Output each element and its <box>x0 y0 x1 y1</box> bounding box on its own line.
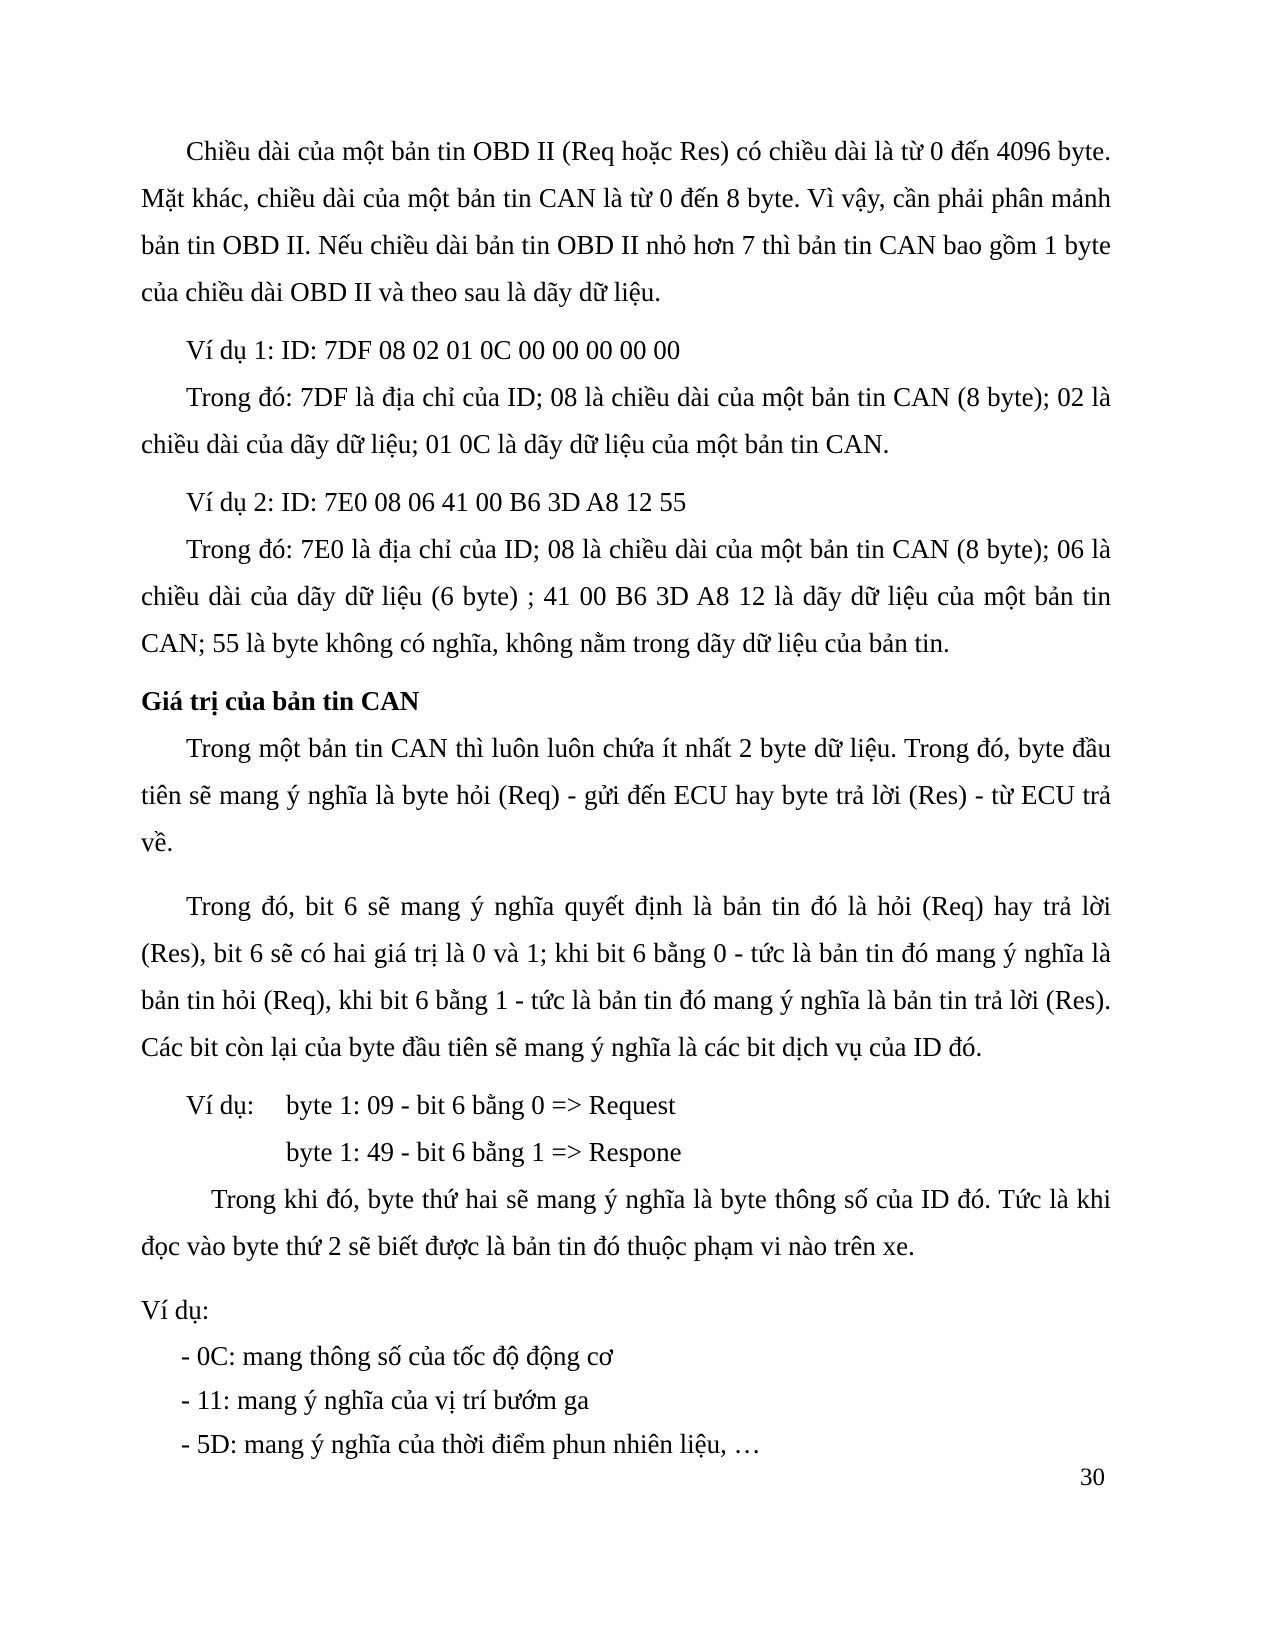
byte-example-request: byte 1: 09 - bit 6 bằng 0 => Request <box>286 1090 676 1120</box>
paragraph-can-value: Trong một bản tin CAN thì luôn luôn chứa ít nhất 2 byte dữ liệu. Trong đó, byte đầu tiên sẽ mang ý nghĩa là byte hỏi (Req) - gửi đến ECU hay byte trả lời (Res) - từ ECU trả về. <box>141 733 1111 857</box>
paragraph-bit6: Trong đó, bit 6 sẽ mang ý nghĩa quyết định là bản tin đó là hỏi (Req) hay trả lời (Res), bit 6 sẽ có hai giá trị là 0 và 1; khi bit 6 bằng 0 - tức là bản tin đó mang ý nghĩa là bản tin hỏi (Req), khi bit 6 bằng 1 - tức là bản tin đó mang ý nghĩa là bản tin trả lời (Res). Các bit còn lại của byte đầu tiên sẽ mang ý nghĩa là các bit dịch vụ của ID đó. <box>141 891 1111 1062</box>
list-item-11: - 11: mang ý nghĩa của vị trí bướm ga <box>181 1385 590 1415</box>
byte-example-line-1 <box>141 1082 1111 1129</box>
example-2-line: Ví dụ 2: ID: 7E0 08 06 41 00 B6 3D A8 12 55 <box>186 487 687 517</box>
byte-example-response: byte 1: 49 - bit 6 bằng 1 => Respone <box>286 1137 682 1167</box>
example-label: Ví dụ: <box>186 1090 255 1120</box>
example-label-2: Ví dụ: <box>141 1295 210 1325</box>
example-2-explanation: Trong đó: 7E0 là địa chỉ của ID; 08 là chiều dài của một bản tin CAN (8 byte); 06 là chiều dài của dãy dữ liệu (6 byte) ; 41 00 B6 3D A8 12 là dãy dữ liệu của một bản tin CAN; 55 là byte không có nghĩa, không nằm trong dãy dữ liệu của bản tin. <box>141 534 1111 658</box>
page-number: 30 <box>1080 1464 1105 1491</box>
example-1-line: Ví dụ 1: ID: 7DF 08 02 01 0C 00 00 00 00 00 <box>186 335 681 365</box>
list-item-0c: - 0C: mang thông số của tốc độ động cơ <box>181 1341 613 1371</box>
paragraph-obd-length: Chiều dài của một bản tin OBD II (Req hoặc Res) có chiều dài là từ 0 đến 4096 byte. Mặt khác, chiều dài của một bản tin CAN là từ 0 đến 8 byte. Vì vậy, cần phải phân mảnh bản tin OBD II. Nếu chiều dài bản tin OBD II nhỏ hơn 7 thì bản tin CAN bao gồm 1 byte của chiều dài OBD II và theo sau là dãy dữ liệu. <box>141 136 1111 307</box>
example-1-explanation: Trong đó: 7DF là địa chỉ của ID; 08 là chiều dài của một bản tin CAN (8 byte); 02 là chiều dài của dãy dữ liệu; 01 0C là dãy dữ liệu của một bản tin CAN. <box>141 382 1111 459</box>
paragraph-byte2: Trong khi đó, byte thứ hai sẽ mang ý nghĩa là byte thông số của ID đó. Tức là khi đọc vào byte thứ 2 sẽ biết được là bản tin đó thuộc phạm vi nào trên xe. <box>141 1184 1111 1261</box>
byte-example-block <box>141 1082 1111 1176</box>
list-item-5d: - 5D: mang ý nghĩa của thời điểm phun nhiên liệu, … <box>181 1429 761 1459</box>
heading-can-message-value: Giá trị của bản tin CAN <box>141 686 420 716</box>
